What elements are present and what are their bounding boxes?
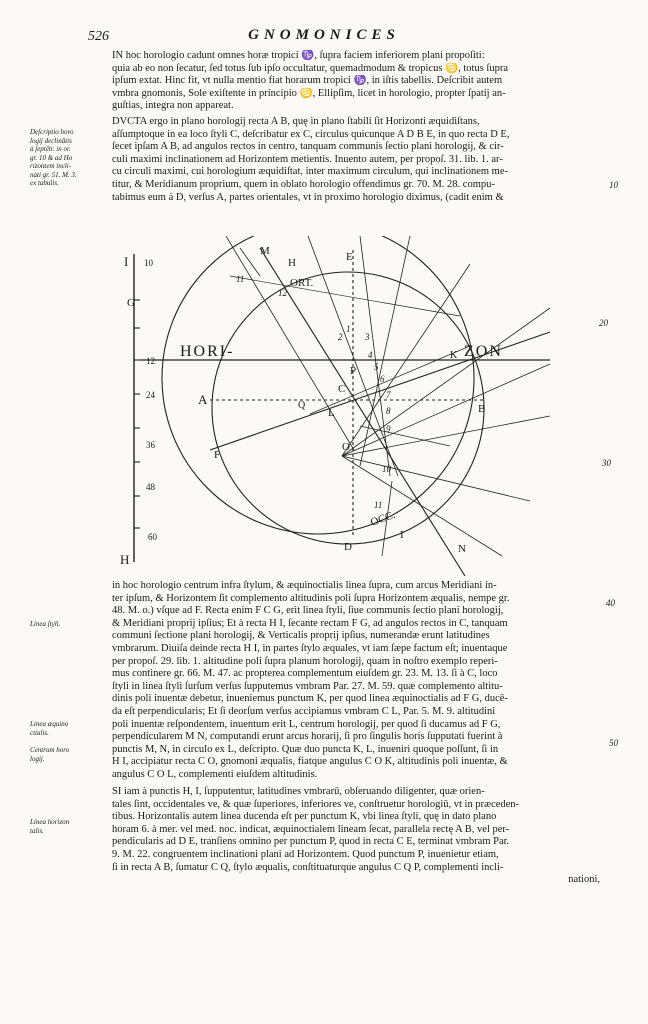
text-line: vmbrarum. Diuiſa deinde recta H I, in partes ſtylo æquales, vt iam ſæpe factum eſt; inuentaque bbox=[112, 642, 508, 654]
text-line: culi maximi inclinationem ad Horizontem metientis. Inuento autem, per propoſ. 31. lib. 1. ar- bbox=[112, 153, 503, 165]
svg-text:A: A bbox=[198, 392, 208, 407]
text-line: angulus C O L, complementi eiuſdem altitudinis. bbox=[112, 768, 318, 780]
text-line: poli inuentæ reſpondentem, inuentum erit L, centrum horologij, per quod ſi ducamus ad F G, bbox=[112, 718, 501, 730]
svg-text:Q: Q bbox=[298, 400, 306, 411]
svg-text:P: P bbox=[350, 365, 357, 377]
svg-text:K: K bbox=[450, 350, 458, 361]
margin-number: 50 bbox=[609, 738, 618, 748]
text-line: IN hoc horologio cadunt omnes horæ tropici ♑, ſupra faciem inferiorem plani propoſiti: bbox=[112, 50, 485, 61]
text-line: ter ipſum, & Horizontem ſit complemento altitudinis poli ſupra Horizontem æqualis, nempe gr. bbox=[112, 592, 510, 604]
text-line: tales ſint, occidentales ve, & quæ ſuperiores, inferiores ve, conſtruetur horologiū, vt in præceden- bbox=[112, 798, 520, 810]
text-line: H I, accipiatur recta C O, gnomoni æqualis, fiatque angulus C O K, altitudinis poli inuentæ, & bbox=[112, 756, 508, 768]
side-note-equinoctial: Linea æquino ctialis. bbox=[30, 720, 69, 737]
svg-text:D: D bbox=[344, 541, 352, 553]
svg-text:11: 11 bbox=[236, 274, 245, 284]
margin-number: 40 bbox=[606, 598, 615, 608]
svg-text:12: 12 bbox=[146, 356, 155, 366]
svg-text:1: 1 bbox=[346, 324, 351, 334]
svg-text:2: 2 bbox=[338, 332, 343, 342]
svg-text:F: F bbox=[214, 449, 221, 461]
paragraph-3 bbox=[112, 580, 600, 782]
svg-text:L: L bbox=[328, 407, 335, 419]
text-line: titur, & Meridianum proprium, quem in oblato horologio offendimus gr. 70. M. 28. compu- bbox=[112, 178, 495, 190]
svg-text:H: H bbox=[288, 257, 296, 269]
paragraph-2 bbox=[112, 116, 600, 204]
svg-text:7: 7 bbox=[386, 390, 391, 400]
svg-text:O: O bbox=[342, 441, 350, 453]
text-line: perpendicularem M N, computandi erunt arcus horarij, ſi pro ſingulis horis ſupputati fuerint à bbox=[112, 731, 503, 743]
side-note-center: Centrum horo logij. bbox=[30, 746, 70, 763]
page-number: 526 bbox=[88, 29, 109, 44]
svg-text:3: 3 bbox=[365, 332, 370, 342]
svg-text:6: 6 bbox=[380, 374, 385, 384]
text-line: communi ſectione plani horologij, & Verticalis proprij ipſius, numerandæ erunt latitudines bbox=[112, 630, 490, 642]
svg-text:5: 5 bbox=[374, 362, 379, 372]
svg-text:M: M bbox=[260, 245, 270, 257]
text-line: tibus. Horizontalis autem linea ducenda eſt per punctum K, vbi linea ſtyli, quę in dato plano bbox=[112, 811, 497, 823]
svg-text:9: 9 bbox=[386, 424, 391, 434]
outer-circle bbox=[162, 236, 474, 534]
text-line: da eſt perpendicularis; Et ſi deorſum verſus accipiamus vmbram C L, Par. 5. M. 9. altitudini bbox=[112, 705, 496, 717]
margin-number: 10 bbox=[609, 180, 618, 190]
svg-text:11: 11 bbox=[374, 500, 383, 510]
paragraph-4 bbox=[112, 786, 600, 887]
text-line: quia ab eo non ſecatur, ſed totus ſub ipſo occultatur, quemadmodum & tropicus ♋, totus ſupra bbox=[112, 62, 508, 74]
svg-text:4: 4 bbox=[368, 350, 373, 360]
text-line: ipſum extat. Hinc fit, vt nulla mentio fiat horarum tropici ♑, in iſtis tabellis. Deſcribit autem bbox=[112, 75, 503, 87]
text-line: pendicularis ad D E, tranſiens omnino per punctum P, quod in recta C E, terminat vmbram Par. bbox=[112, 836, 510, 848]
svg-text:10: 10 bbox=[382, 464, 391, 474]
text-line: per propoſ. 29. lib. 1. altitudine poli ſupra planum horologij, quam in noſtro exemplo reperi- bbox=[112, 655, 498, 667]
text-line: mus continere gr. 66. M. 47. ac propterea complementum eiuſdem gr. 23. M. 13. ſi à C, loco bbox=[112, 668, 498, 680]
svg-text:24: 24 bbox=[146, 390, 155, 400]
svg-text:60: 60 bbox=[148, 532, 157, 542]
svg-text:I: I bbox=[400, 529, 404, 541]
svg-text:B: B bbox=[478, 403, 486, 415]
side-note-style-line: Linea ſtyli. bbox=[30, 620, 61, 628]
text-line: & Meridiani proprij ipſius; Et à recta H I, ſecante rectam F G, ad angulos rectos in C, tanquam bbox=[112, 617, 508, 629]
text-line: nationi, bbox=[568, 874, 600, 886]
text-line: DVCTA ergo in plano horologij recta A B, quę in plano ſtabili ſit Horizonti æquidiſtans, bbox=[112, 116, 480, 127]
text-line: guſtias, integra non appareat. bbox=[112, 100, 234, 112]
text-line: ſtyli in linea ſtyli ſurſum verſus ſupputemus vmbram Par. 27. M. 59. quæ complemento altitu- bbox=[112, 680, 503, 692]
svg-text:12: 12 bbox=[278, 288, 287, 298]
text-line: in hoc horologio centrum infra ſtylum, & æquinoctialis linea ſupra, cum arcus Meridiani in- bbox=[112, 580, 497, 591]
svg-text:I: I bbox=[124, 254, 129, 269]
style-line-hi bbox=[260, 248, 465, 576]
paragraph-1 bbox=[112, 50, 600, 113]
text-line: cu circuli maximi, cui horologium æquidiſtat, inter maximum circulum, qui inclinationem me- bbox=[112, 166, 509, 178]
svg-text:E: E bbox=[346, 251, 353, 263]
svg-text:48: 48 bbox=[146, 482, 155, 492]
text-line: 9. M. 22. congruentem inclinationi plani ad Horizontem. Quod punctum P, inuenietur etiam, bbox=[112, 848, 499, 860]
text-line: 48. M. o.) vſque ad F. Recta enim F C G, erit linea ſtyli, ſiue communis ſectio plani horologij, bbox=[112, 605, 504, 617]
text-line: tabimus eum à D, verſus A, partes orientales, vt in proximo horologio diximus, (cadit enim & bbox=[112, 191, 504, 203]
text-line: horam 6. à mer. vel med. noc. indicat, æquinoctialem lineam ſecat, parallela rectę A B, vel per- bbox=[112, 823, 510, 835]
text-line: SI iam à punctis H, I, ſupputentur, latitudines vmbrarū, obſeruando diligenter, quæ orien- bbox=[112, 786, 485, 797]
svg-text:8: 8 bbox=[386, 406, 391, 416]
sundial-figure bbox=[110, 236, 580, 576]
text-line: punctis M, N, in circulo ex L, deſcripto. Quæ duo puncta K, L, inueniri quoque poſſunt, ſi in bbox=[112, 743, 499, 755]
text-line: ſecet ipſam A B, ad angulos rectos in centro, tanquam communis ſectio plani horologij, & cir- bbox=[112, 141, 504, 153]
svg-text:ORT.: ORT. bbox=[290, 277, 314, 289]
margin-number: 20 bbox=[599, 318, 608, 328]
svg-text:36: 36 bbox=[146, 440, 155, 450]
text-line: vmbra gnomonis, Sole exiſtente in principio ♋, Ellipſim, licet in horologio, propter ſpatij an- bbox=[112, 87, 506, 99]
svg-text:ZON: ZON bbox=[464, 343, 503, 360]
running-title: GNOMONICES bbox=[248, 27, 400, 43]
text-line: dinis poli inuentæ debetur, inueniemus punctum K, per quod linea æquinoctialis ad F G, ducē- bbox=[112, 693, 508, 705]
text-line: aſſumptoque in ea loco ſtyli C, deſcribatur ex C, circulus quicunque A D B E, in quo recta D E, bbox=[112, 128, 510, 140]
svg-text:G: G bbox=[127, 297, 135, 309]
side-note-horizontal: Linea horizon talis. bbox=[30, 818, 70, 835]
svg-text:N: N bbox=[458, 543, 466, 555]
margin-number: 30 bbox=[602, 458, 611, 468]
side-note-description: Deſcriptio horo logij declinātis à ſeptētr. in or. gr. 10 & ad Ho rizontem incli- nati gr. 51. M. 3. ex tabulis. bbox=[30, 128, 77, 187]
page-header bbox=[0, 27, 648, 49]
svg-text:H: H bbox=[120, 552, 130, 567]
svg-text:C: C bbox=[338, 383, 346, 395]
svg-text:HORI-: HORI- bbox=[180, 343, 235, 360]
text-line: ſi in recta A B, ſumatur C Q, ſtylo æqualis, conſtituaturque angulus C Q P, complementi incli- bbox=[112, 861, 504, 873]
svg-text:10: 10 bbox=[144, 258, 153, 268]
svg-text:OCC.: OCC. bbox=[368, 508, 397, 529]
